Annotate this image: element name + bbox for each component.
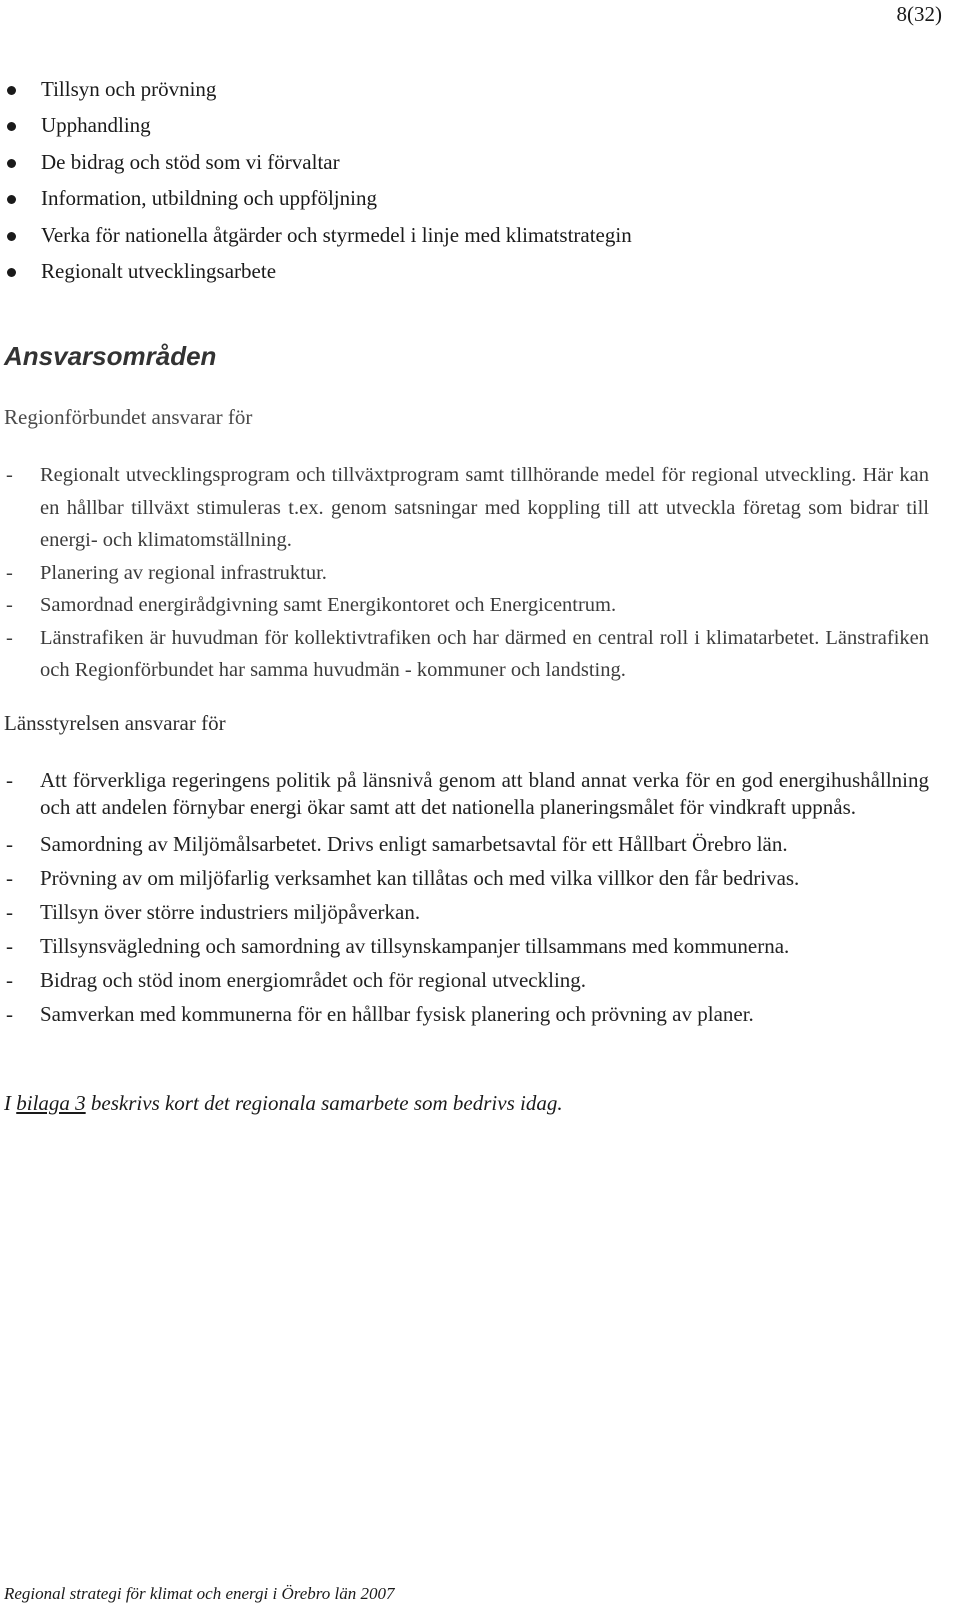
responsibility-item	[4, 831, 929, 858]
bullet-item	[4, 180, 632, 216]
bullet-icon	[7, 268, 16, 277]
responsibility-text: Bidrag och stöd inom energiområdet och för regional utveckling.	[40, 968, 587, 992]
closing-prefix: I	[4, 1091, 11, 1115]
responsibility-text: Prövning av om miljöfarlig verksamhet kan tillåtas och med vilka villkor den får bedrivas.	[40, 866, 800, 890]
responsibility-text: Att förverkliga regeringens politik på länsnivå genom att bland annat verka för en god energihushållning och att andelen förnybar energi ökar samt att det nationella planeringsmålet för vindkraft uppnås.	[40, 768, 929, 819]
responsibility-item	[4, 933, 929, 960]
bullet-text: Verka för nationella åtgärder och styrmedel i linje med klimatstrategin	[41, 222, 632, 247]
lansstyrelsen-intro: Länsstyrelsen ansvarar för	[4, 711, 226, 735]
responsibility-text: Samverkan med kommunerna för en hållbar fysisk planering och prövning av planer.	[40, 1002, 754, 1026]
dash-marker: -	[6, 866, 13, 890]
responsibility-item	[4, 459, 929, 557]
closing-note	[4, 1091, 563, 1116]
responsibility-item	[4, 622, 929, 687]
responsibility-item	[4, 557, 929, 590]
dash-marker: -	[6, 1002, 13, 1026]
bullet-text: Regionalt utvecklingsarbete	[41, 258, 277, 283]
section-heading: Ansvarsområden	[4, 341, 217, 371]
lansstyrelsen-responsibilities	[4, 767, 929, 1035]
bullet-item	[4, 107, 632, 143]
bullet-text: Upphandling	[41, 113, 151, 138]
responsibility-text: Regionalt utvecklingsprogram och tillväxtprogram samt tillhörande medel för regional utveckling. Här kan en hållbar tillväxt stimuleras t.ex. genom satsningar med koppling till att utveckla företag som bidrar till energi- och klimatomställning.	[40, 464, 929, 551]
dash-marker: -	[6, 832, 13, 856]
bullet-icon	[7, 86, 16, 95]
dash-marker: -	[6, 900, 13, 924]
bullet-list	[4, 71, 632, 289]
regionforbundet-intro: Regionförbundet ansvarar för	[4, 405, 253, 429]
page-number: 8(32)	[896, 2, 942, 26]
regionforbundet-responsibilities	[4, 459, 929, 687]
responsibility-text: Samordning av Miljömålsarbetet. Drivs enligt samarbetsavtal för ett Hållbart Örebro län.	[40, 832, 788, 856]
responsibility-item	[4, 967, 929, 994]
responsibility-text: Planering av regional infrastruktur.	[40, 561, 327, 584]
responsibility-text: Samordnad energirådgivning samt Energikontoret och Energicentrum.	[40, 594, 617, 616]
responsibility-text: Tillsyn över större industriers miljöpåverkan.	[40, 900, 421, 924]
bullet-item	[4, 217, 632, 253]
responsibility-text: Länstrafiken är huvudman för kollektivtrafiken och har därmed en central roll i klimatarbetet. Länstrafiken och Regionförbundet har samma huvudmän - kommuner och landsting.	[40, 626, 929, 681]
dash-marker: -	[6, 768, 13, 792]
dash-marker: -	[6, 626, 13, 649]
bullet-text: Information, utbildning och uppföljning	[41, 186, 377, 211]
bullet-text: De bidrag och stöd som vi förvaltar	[41, 149, 340, 174]
dash-marker: -	[6, 934, 13, 958]
page-footer: Regional strategi för klimat och energi i Örebro län 2007	[4, 1584, 395, 1603]
closing-suffix: beskrivs kort det regionala samarbete som bedrivs idag.	[90, 1091, 563, 1115]
dash-marker: -	[6, 594, 13, 616]
responsibility-item	[4, 589, 929, 622]
bullet-icon	[7, 122, 16, 131]
bullet-item	[4, 253, 632, 289]
bullet-text: Tillsyn och prövning	[41, 77, 217, 101]
bullet-item	[4, 71, 632, 107]
dash-marker: -	[6, 561, 13, 584]
bullet-icon	[7, 159, 16, 168]
bullet-icon	[7, 195, 16, 204]
bilaga-link[interactable]: bilaga 3	[16, 1091, 86, 1115]
responsibility-item	[4, 865, 929, 892]
dash-marker: -	[6, 968, 13, 992]
responsibility-text: Tillsynsvägledning och samordning av tillsynskampanjer tillsammans med kommunerna.	[40, 934, 790, 958]
dash-marker: -	[6, 464, 13, 486]
responsibility-item	[4, 767, 929, 821]
bullet-icon	[7, 232, 16, 241]
responsibility-item	[4, 1001, 929, 1028]
bullet-item	[4, 144, 632, 180]
responsibility-item	[4, 899, 929, 926]
